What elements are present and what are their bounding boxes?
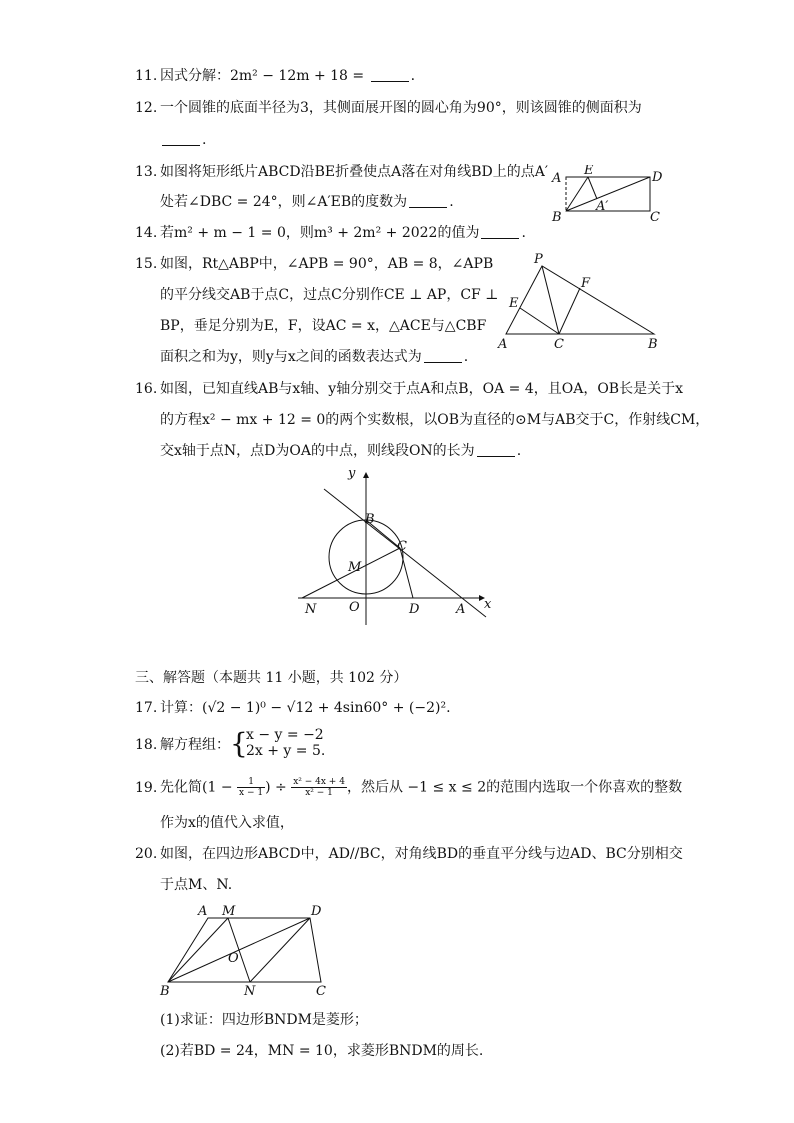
question-number: 19. bbox=[135, 779, 158, 796]
equation-1: x − y = −2 bbox=[246, 727, 324, 743]
segment-nd bbox=[250, 918, 310, 982]
equation-2: 2x + y = 5. bbox=[246, 743, 326, 759]
answer-blank[interactable] bbox=[477, 442, 515, 457]
question-text: 如图，在四边形ABCD中，AD//BC，对角线BD的垂直平分线与边AD、BC分别相交 bbox=[160, 846, 683, 862]
question-16-line2: 的方程x² − mx + 12 = 0的两个实数根，以OB为直径的⊙M与AB交于C，作射线CM， bbox=[160, 412, 710, 428]
question-number: 20. bbox=[135, 846, 158, 862]
question-20-line2: 于点M、N. bbox=[160, 877, 233, 893]
answer-blank[interactable] bbox=[424, 348, 462, 363]
question-number: 12. bbox=[135, 100, 158, 116]
label-C: C bbox=[316, 984, 326, 999]
answer-blank[interactable] bbox=[481, 224, 519, 239]
label-A: A bbox=[552, 171, 562, 186]
label-y: y bbox=[348, 466, 356, 481]
question-18: 18. 解方程组： bbox=[135, 737, 230, 753]
q16-coordinate-figure bbox=[296, 465, 506, 630]
fold-line-be bbox=[566, 177, 588, 211]
question-14: 14. 若m² + m − 1 = 0，则m³ + 2m² + 2022的值为 . bbox=[135, 225, 526, 241]
segment-ea bbox=[588, 177, 597, 199]
label-B: B bbox=[552, 210, 562, 225]
label-M: M bbox=[348, 560, 362, 575]
question-19: 19. 先化简(1 − $\frac{1}{x - 1}$ ) ÷ $\frac{\text{x² − 4x + 4}}{\text{x² − 1}}$ ，然后从 −1 ≤ x ≤ 2的范围内选取一个你喜欢的整数 bbox=[135, 777, 683, 798]
question-text: 如图将矩形纸片ABCD沿BE折叠使点A落在对角线BD上的点A′ bbox=[160, 164, 549, 180]
question-12 bbox=[135, 98, 642, 118]
label-A-prime: A′ bbox=[596, 199, 609, 214]
question-15-line3: BP，垂足分别为E，F，设AC = x，△ACE与△CBF bbox=[160, 318, 487, 334]
question-text: 一个圆锥的底面半径为3，其侧面展开图的圆心角为90°，则该圆锥的侧面积为 bbox=[160, 100, 642, 116]
label-A: A bbox=[498, 337, 508, 352]
label-A: A bbox=[456, 602, 466, 617]
label-C: C bbox=[650, 210, 660, 225]
label-P: P bbox=[534, 252, 543, 267]
quadrilateral-abcd bbox=[168, 918, 321, 982]
question-15-line4: 面积之和为y，则y与x之间的函数表达式为 . bbox=[160, 349, 469, 365]
label-x: x bbox=[484, 597, 492, 612]
segment-bm bbox=[168, 918, 228, 982]
question-number: 15. bbox=[135, 256, 158, 272]
equation-system bbox=[246, 727, 325, 759]
question-16-line3: 交x轴于点N，点D为OA的中点，则线段ON的长为 . bbox=[160, 443, 522, 459]
question-13-line2: 处若∠DBC = 24°，则∠A′EB的度数为 . bbox=[160, 194, 454, 210]
answer-blank[interactable] bbox=[162, 131, 200, 146]
question-text: 如图，Rt△ABP中，∠APB = 90°，AB = 8，∠APB bbox=[160, 256, 494, 272]
segment-mn bbox=[228, 918, 250, 982]
segment-cd bbox=[400, 548, 413, 598]
question-number: 13. bbox=[135, 164, 158, 180]
question-number: 17. bbox=[135, 700, 158, 716]
question-text: 如图，已知直线AB与x轴、y轴分别交于点A和点B，OA = 4，且OA，OB长是关于x bbox=[160, 381, 683, 397]
question-16 bbox=[135, 379, 683, 399]
section-title: 三、解答题（本题共 11 小题，共 102 分） bbox=[135, 670, 408, 686]
label-D: D bbox=[311, 904, 322, 919]
label-C: C bbox=[554, 337, 564, 352]
question-13 bbox=[135, 162, 548, 182]
question-20-part-2: (2)若BD = 24，MN = 10，求菱形BNDM的周长. bbox=[160, 1043, 484, 1059]
question-11: 11. 因式分解：2m² − 12m + 18 = . bbox=[135, 68, 416, 84]
label-N: N bbox=[244, 984, 256, 999]
question-number: 14. bbox=[135, 225, 158, 241]
question-20 bbox=[135, 844, 683, 864]
label-A: A bbox=[198, 904, 208, 919]
question-text: 因式分解：2m² − 12m + 18 = bbox=[160, 68, 369, 84]
question-number: 11. bbox=[135, 68, 158, 84]
label-O: O bbox=[228, 951, 239, 966]
equation-brace: { bbox=[230, 727, 248, 760]
q13-rectangle-figure bbox=[548, 165, 678, 227]
label-M: M bbox=[222, 904, 236, 919]
label-D: D bbox=[652, 170, 663, 185]
question-20-part-1: (1)求证：四边形BNDM是菱形； bbox=[160, 1012, 368, 1028]
question-number: 18. bbox=[135, 737, 158, 753]
perpendicular-cf bbox=[559, 288, 580, 334]
answer-blank[interactable] bbox=[371, 67, 409, 82]
label-F: F bbox=[581, 276, 591, 291]
question-15-line2: 的平分线交AB于点C，过点C分别作CE ⊥ AP，CF ⊥ bbox=[160, 287, 499, 303]
question-text: 计算：(√2 − 1)⁰ − √12 + 4sin60° + (−2)². bbox=[160, 700, 451, 716]
q15-triangle-figure bbox=[492, 252, 667, 352]
fraction-2: $\frac{\text{x² − 4x + 4}}{\text{x² − 1}}$ bbox=[293, 777, 345, 798]
label-E: E bbox=[584, 165, 594, 178]
label-E: E bbox=[509, 296, 519, 311]
fraction-1: $\frac{1}{x - 1}$ bbox=[239, 777, 264, 798]
q20-quadrilateral-figure bbox=[156, 900, 336, 1000]
label-C: C bbox=[397, 539, 407, 554]
question-15 bbox=[135, 254, 493, 274]
question-17 bbox=[135, 698, 451, 718]
label-N: N bbox=[305, 602, 317, 617]
label-O: O bbox=[349, 600, 360, 615]
label-B: B bbox=[365, 512, 375, 527]
answer-blank[interactable] bbox=[409, 193, 447, 208]
label-D: D bbox=[409, 602, 420, 617]
question-text: 若m² + m − 1 = 0，则m³ + 2m² + 2022的值为 bbox=[160, 225, 480, 241]
question-19-line2: 作为x的值代入求值， bbox=[160, 815, 294, 831]
triangle-abp bbox=[506, 266, 654, 334]
label-B: B bbox=[648, 337, 658, 352]
question-12-blank-line: . bbox=[160, 130, 206, 150]
question-number: 16. bbox=[135, 381, 158, 397]
label-B: B bbox=[160, 984, 170, 999]
